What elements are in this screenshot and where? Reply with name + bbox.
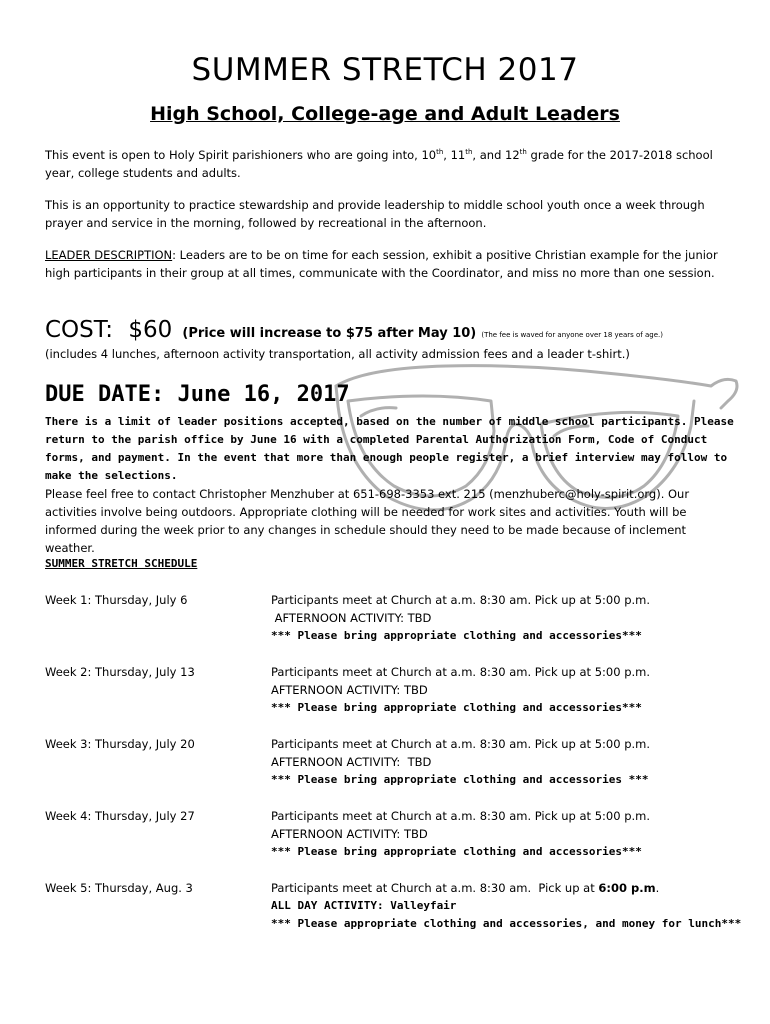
leader-description-text: : Leaders are to be on time for each session, exhibit a positive Christian example for the junior high participants in their group at all times, communicate with the Coordinator, and miss no more than one session. <box>45 248 718 280</box>
week-activity: AFTERNOON ACTIVITY: TBD <box>271 611 432 625</box>
page-subtitle: High School, College-age and Adult Leaders <box>150 103 620 125</box>
opportunity-paragraph: This is an opportunity to practice stewardship and provide leadership to middle school youth once a week through prayer and service in the morning, followed by recreational in the afternoon. <box>45 198 705 230</box>
week-meet-time: Participants meet at Church at a.m. 8:30 am. Pick up at 5:00 p.m. <box>271 665 651 679</box>
due-date-heading: DUE DATE: June 16, 2017 <box>45 382 350 407</box>
week-label: Week 3: Thursday, July 20 <box>45 737 195 751</box>
week-meet-time: Participants meet at Church at a.m. 8:30 am. Pick up at 5:00 p.m. <box>271 737 651 751</box>
cost-amount: $60 <box>128 317 173 343</box>
week-reminder: *** Please bring appropriate clothing and accessories*** <box>271 845 642 858</box>
schedule-week <box>45 881 745 937</box>
contact-paragraph: Please feel free to contact Christopher Menzhuber at 651-698-3353 ext. 215 (menzhuberc@holy-spirit.org). Our activities involve being outdoors. Appropriate clothing will be needed for work sites and activities. Youth will be informed during the week prior to any changes in schedule should they need to be made because of inclement weather. <box>45 487 690 555</box>
schedule-week <box>45 593 745 649</box>
week-label: Week 5: Thursday, Aug. 3 <box>45 881 193 895</box>
week-reminder: *** Please bring appropriate clothing and accessories*** <box>271 629 642 642</box>
cost-waiver: (The fee is waved for anyone over 18 years of age.) <box>481 331 663 339</box>
intro-paragraph: This event is open to Holy Spirit parishioners who are going into, 10th, 11th, and 12th grade for the 2017-2018 school year, college students and adults. <box>45 148 713 180</box>
cost-includes: (includes 4 lunches, afternoon activity transportation, all activity admission fees and a leader t-shirt.) <box>45 347 630 361</box>
week-reminder: *** Please appropriate clothing and accessories, and money for lunch*** <box>271 917 742 930</box>
week-activity: AFTERNOON ACTIVITY: TBD <box>271 827 428 841</box>
week-label: Week 4: Thursday, July 27 <box>45 809 195 823</box>
week-activity: AFTERNOON ACTIVITY: TBD <box>271 683 428 697</box>
week-label: Week 1: Thursday, July 6 <box>45 593 188 607</box>
week-meet-time: Participants meet at Church at a.m. 8:30 am. Pick up at 5:00 p.m. <box>271 809 651 823</box>
week-reminder: *** Please bring appropriate clothing and accessories*** <box>271 701 642 714</box>
pickup-time-highlight: 6:00 p.m <box>598 881 656 895</box>
schedule-week <box>45 665 745 721</box>
leader-description-label: LEADER DESCRIPTION <box>45 248 173 262</box>
week-activity: AFTERNOON ACTIVITY: TBD <box>271 755 432 769</box>
schedule-week <box>45 737 745 793</box>
cost-line <box>45 317 745 343</box>
page-title: SUMMER STRETCH 2017 <box>191 52 579 88</box>
leader-description-paragraph <box>45 246 735 282</box>
week-meet-time: Participants meet at Church at a.m. 8:30 am. Pick up at 5:00 p.m. <box>271 593 651 607</box>
schedule-heading: SUMMER STRETCH SCHEDULE <box>45 557 198 570</box>
week-reminder: *** Please bring appropriate clothing and accessories *** <box>271 773 649 786</box>
week-label: Week 2: Thursday, July 13 <box>45 665 195 679</box>
limit-paragraph: There is a limit of leader positions accepted, based on the number of middle school participants. Please return to the parish office by June 16 with a completed Parental Authorization Form, Code of Conduct forms, and payment. In the event that more than enough people register, a brief interview may follow to make the selections. <box>45 415 734 482</box>
cost-label: COST: <box>45 317 114 343</box>
week-activity: ALL DAY ACTIVITY: Valleyfair <box>271 899 457 912</box>
schedule-week <box>45 809 745 865</box>
cost-note: (Price will increase to $75 after May 10) <box>182 326 477 341</box>
week-meet-time: Participants meet at Church at a.m. 8:30 am. Pick up at 6:00 p.m. <box>271 881 660 895</box>
